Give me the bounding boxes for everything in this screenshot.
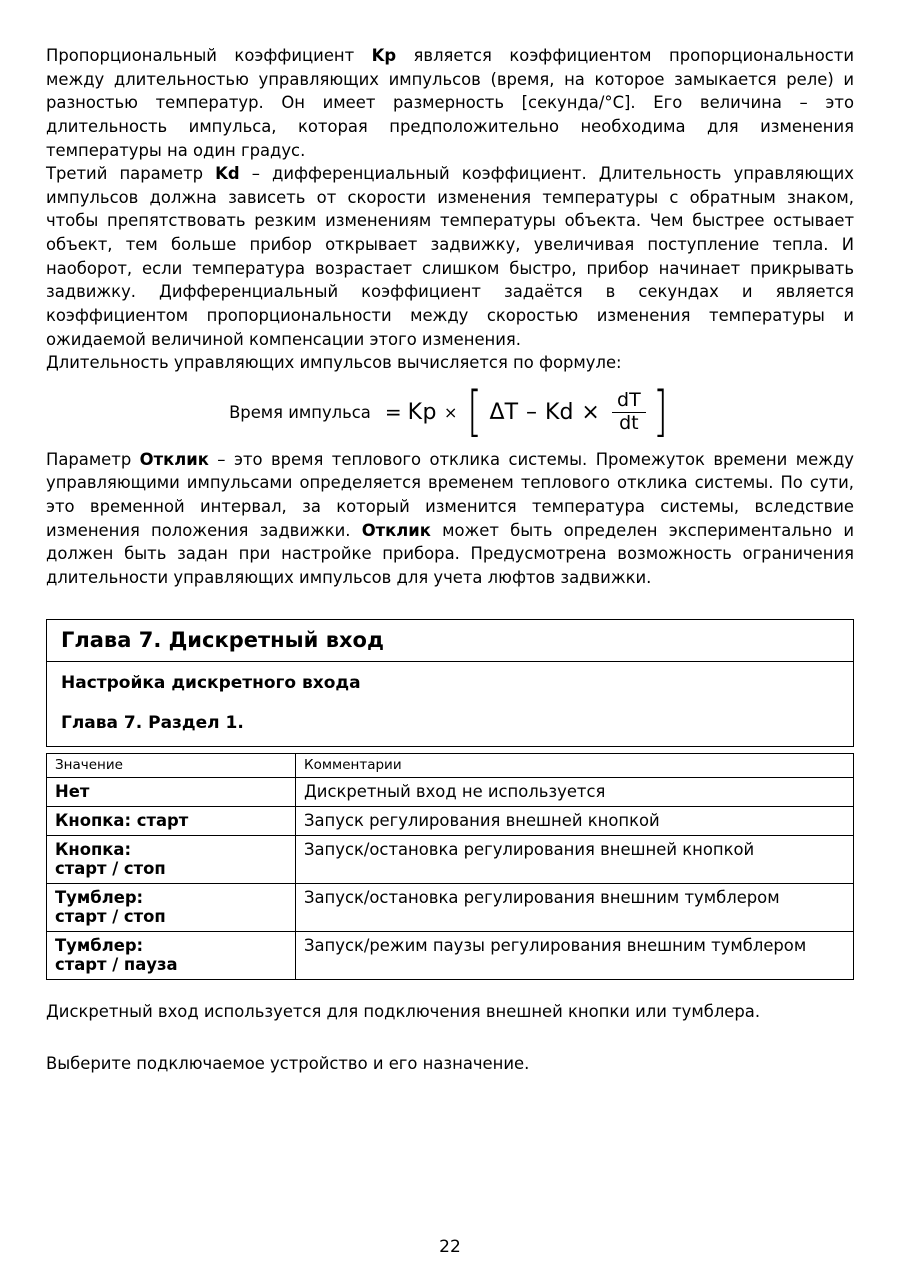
- table-header-value: Значение: [47, 754, 296, 778]
- value-line-2: старт / стоп: [55, 907, 166, 927]
- paragraph-kd-part1: Третий параметр: [46, 164, 216, 184]
- chapter-heading: Глава 7. Дискретный вход: [46, 619, 854, 662]
- table-cell-comment: Запуск/режим паузы регулирования внешним тумблером: [296, 932, 854, 980]
- paragraph-kd: [46, 162, 854, 351]
- value-line-2: старт / пауза: [55, 955, 178, 975]
- value-line-1: Тумблер:: [55, 936, 144, 956]
- formula-label: Время импульса: [229, 402, 371, 422]
- table-cell-comment: Дискретный вход не используется: [296, 778, 854, 807]
- formula-kd: Kd: [545, 399, 574, 425]
- paragraph-kd-part2: – дифференциальный коэффициент. Длительность управляющих импульсов должна зависеть от скорости изменения температуры с обратным знаком, чтобы препятствовать резким изменениям температуры объекта. Чем быстрее остывает объект, тем больше прибор открывает задвижку, увеличивая поступление тепла. И наоборот, если температура возрастает слишком быстро, прибор начинает прикрывать задвижку. Дифференциальный коэффициент задаётся в секундах и является коэффициентом пропорциональности между скоростью изменения температуры и ожидаемой величиной компенсации этого изменения.: [46, 164, 854, 349]
- paragraph-kp: [46, 44, 854, 162]
- formula-bracket-close: ]: [653, 380, 668, 444]
- table-cell-comment: Запуск регулирования внешней кнопкой: [296, 807, 854, 836]
- term-kd: Kd: [215, 164, 240, 184]
- table-header-row: [47, 754, 854, 778]
- table-cell-value: [47, 807, 296, 836]
- section-heading-box: [46, 662, 854, 747]
- value-line-2: старт / стоп: [55, 859, 166, 879]
- page-number: 22: [439, 1237, 461, 1257]
- table-row: [47, 884, 854, 932]
- table-row: [47, 807, 854, 836]
- formula-times-2: ×: [581, 399, 600, 425]
- formula-expression: [229, 380, 671, 444]
- value-line-1: Кнопка:: [55, 840, 132, 860]
- response-paragraph-block: [46, 448, 854, 590]
- term-otklik-2: Отклик: [361, 520, 431, 540]
- paragraph-otklik-part2: – это время теплового отклика системы. Промежуток времени между управляющими импульсами определяется временем теплового отклика системы. По сути, это временной интервал, за который изменится температура системы, вследствие изменения положения задвижки.: [46, 449, 854, 540]
- table-cell-comment: Запуск/остановка регулирования внешней кнопкой: [296, 836, 854, 884]
- table-cell-value: [47, 884, 296, 932]
- table-row: [47, 778, 854, 807]
- table-cell-comment: Запуск/остановка регулирования внешним тумблером: [296, 884, 854, 932]
- formula-derivative-fraction: [612, 388, 646, 434]
- formula-minus: –: [526, 399, 538, 425]
- formula-equals: =: [384, 400, 402, 425]
- formula-kp: Kp: [407, 399, 438, 425]
- table-header-comment: Комментарии: [296, 754, 854, 778]
- formula-delta-t: ΔT: [489, 399, 519, 425]
- closing-paragraph: Выберите подключаемое устройство и его назначение.: [46, 1054, 530, 1073]
- table-cell-value: [47, 778, 296, 807]
- formula-denominator: dt: [619, 411, 639, 434]
- formula-inner: [486, 388, 650, 434]
- table-row: [47, 836, 854, 884]
- value-line-1: Нет: [55, 782, 90, 802]
- section-title: Настройка дискретного входа: [61, 673, 361, 694]
- term-otklik-1: Отклик: [139, 449, 209, 469]
- table-cell-value: [47, 932, 296, 980]
- value-line-1: Кнопка: старт: [55, 811, 189, 831]
- paragraph-otklik: [46, 448, 854, 590]
- paragraph-formula-intro: Длительность управляющих импульсов вычисляется по формуле:: [46, 353, 622, 373]
- formula-times-1: ×: [444, 402, 458, 422]
- paragraph-kp-part2: является коэффициентом пропорциональности между длительностью управляющих импульсов (время, на которое замыкается реле) и разностью температур. Он имеет размерность [секунда/°C]. Его величина – это длительность импульса, которая предположительно необходима для изменения температуры на один градус.: [46, 46, 854, 160]
- formula-bracket-open: [: [467, 380, 483, 444]
- intro-paragraphs: [46, 44, 854, 375]
- paragraph-kp-part1: Пропорциональный коэффициент: [46, 46, 372, 65]
- table-row: [47, 932, 854, 980]
- table-cell-value: [47, 836, 296, 884]
- pulse-duration-formula: [46, 380, 854, 444]
- paragraph-otklik-part1: Параметр: [46, 449, 140, 469]
- after-table-paragraph: Дискретный вход используется для подключения внешней кнопки или тумблера.: [46, 1002, 761, 1022]
- discrete-input-values-table: [46, 753, 854, 980]
- paragraph-otklik-part3: может быть определен экспериментально и должен быть задан при настройке прибора. Предусмотрена возможность ограничения длительности управляющих импульсов для учета люфтов задвижки.: [46, 520, 854, 587]
- value-line-1: Тумблер:: [55, 888, 144, 908]
- section-subtitle: Глава 7. Раздел 1.: [61, 713, 244, 734]
- term-kp: Kp: [371, 46, 397, 65]
- formula-numerator: dT: [617, 388, 641, 411]
